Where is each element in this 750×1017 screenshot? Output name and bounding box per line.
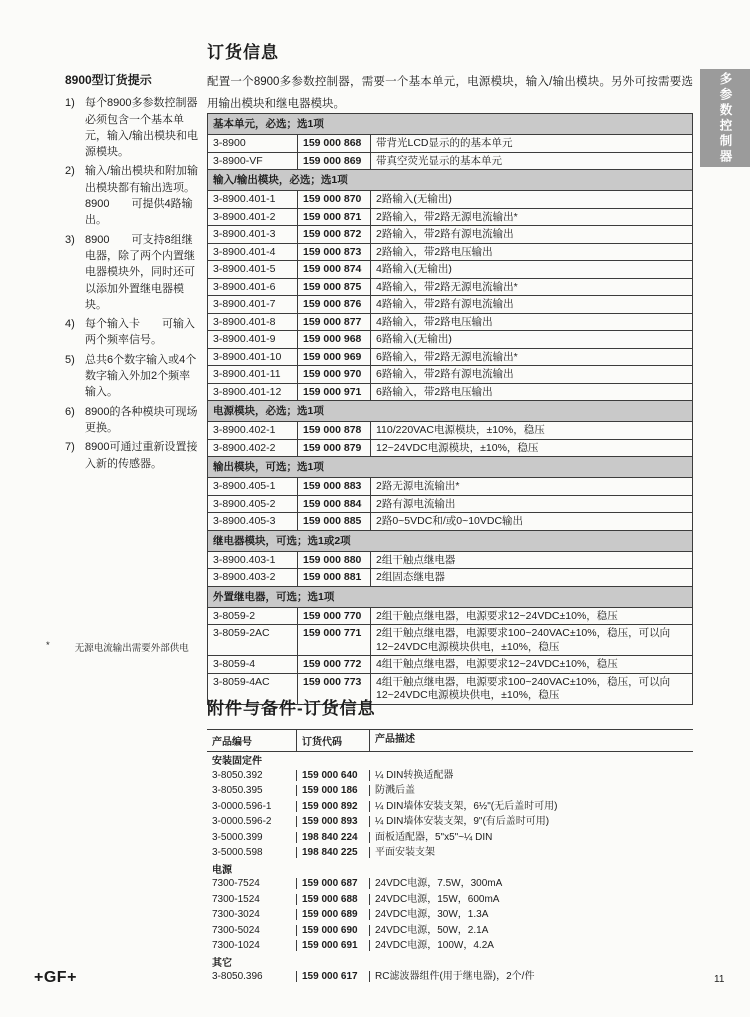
order-table-row [208,313,692,331]
accessories-section [207,694,693,985]
sidebar-note-number: 5) [65,353,75,366]
order-code-cell: 159 000 876 [297,296,371,313]
sidebar-note [65,352,201,401]
description-cell: 24VDC电源，100W，4.2A [375,940,494,951]
order-code-cell: 159 000 186 [296,785,370,796]
product-number-cell: 3-8059-2 [213,609,256,622]
sidebar-note-number: 6) [65,405,75,418]
description-cell: RC滤波器组件(用于继电器)，2个/件 [375,971,535,982]
product-number-cell: 7300-3024 [212,909,260,921]
product-number-cell: 3-8900.402-1 [213,424,276,436]
order-code-cell: 159 000 873 [297,244,371,261]
description-cell: 6路输入，带2路电压输出 [376,385,493,398]
order-table-row [208,495,692,513]
order-code-cell: 159 000 874 [297,261,371,278]
description-cell: 4路输入，带2路有源电流输出 [376,298,514,310]
accessory-row [207,845,693,861]
product-number-cell: 3-8900.401-1 [213,193,276,205]
sidebar-note [65,95,201,160]
product-number-cell: 7300-1024 [212,940,260,952]
order-code-cell: 159 000 869 [297,153,371,170]
order-table-section-header: 外置继电器，可选；选1项 [208,586,692,607]
order-code-cell: 198 840 225 [296,847,370,858]
order-code-cell: 159 000 871 [297,209,371,226]
order-code-cell: 159 000 771 [297,625,371,655]
order-table-row [208,260,692,278]
description-cell: 4路输入，带2路无源电流输出* [376,280,518,293]
order-table [207,113,693,705]
order-code-cell: 159 000 877 [297,314,371,331]
order-table-row [208,512,692,530]
description-cell: 2路0~5VDC和/或0~10VDC输出 [376,515,524,527]
description-cell: 带背光LCD显示的的基本单元 [376,137,513,149]
order-code-cell: 159 000 872 [297,226,371,243]
order-table-section-header: 电源模块，必选；选1项 [208,400,692,421]
sidebar-note-number: 1) [65,97,75,110]
group-label-row [207,954,693,970]
accessory-row [207,768,693,784]
product-number-cell: 7300-5024 [212,924,260,936]
product-number-cell: 7300-7524 [212,878,260,890]
order-table-row [208,295,692,313]
sidebar-note [65,316,201,349]
order-table-row [208,365,692,383]
ordering-tips-sidebar [65,72,201,475]
description-cell: ¼ DIN墙体安装支架，6½"(无后盖时可用) [375,800,558,812]
group-label-row [207,861,693,877]
footnote-text: 无源电流输出需要外部供电 [74,643,189,654]
order-code-cell: 159 000 971 [297,384,371,401]
footnote-asterisk: * [46,640,50,651]
order-code-cell: 159 000 883 [297,478,371,495]
description-cell: 24VDC电源，50W，2.1A [375,924,489,936]
order-code-cell: 159 000 868 [297,135,371,152]
product-number-cell: 3-8900.401-5 [213,263,276,275]
order-table-row [208,330,692,348]
sidebar-note-text: 每个输入卡 可输入两个频率信号。 [85,318,195,347]
description-cell: 24VDC电源，15W，600mA [375,893,500,905]
accessories-table-header [207,730,693,752]
sidebar-note-number: 2) [65,165,75,178]
accessory-row [207,783,693,799]
order-table-row [208,607,692,625]
order-table-row [208,383,692,401]
order-table-row [208,348,692,366]
order-code-cell: 159 000 893 [296,816,370,827]
order-code-cell: 159 000 691 [296,940,370,951]
order-code-cell: 159 000 772 [297,656,371,673]
column-header-description: 产品描述 [375,734,415,745]
order-table-row [208,225,692,243]
column-header-part-number: 产品编号 [212,737,252,748]
footnote [46,640,189,654]
sidebar-note [65,439,201,472]
sidebar-heading: 8900型订货提示 [65,73,152,87]
sidebar-note-number: 7) [65,441,75,454]
order-code-cell: 198 840 224 [296,832,370,843]
accessory-row [207,892,693,908]
order-table-section-header: 输出模块，可选；选1项 [208,456,692,477]
sidebar-note [65,404,201,437]
product-number-cell: 3-8900 [213,137,246,149]
order-code-cell: 159 000 969 [297,349,371,366]
order-code-cell: 159 000 770 [297,608,371,625]
description-cell: 2路输入(无输出) [376,193,452,205]
order-code-cell: 159 000 875 [297,279,371,296]
order-table-section-header: 基本单元，必选；选1项 [208,114,692,134]
order-table-section-header: 继电器模块，可选；选1或2项 [208,530,692,551]
product-number-cell: 3-8900.401-8 [213,315,276,328]
sidebar-note-number: 4) [65,318,75,331]
product-number-cell: 3-0000.596-1 [212,800,272,812]
description-cell: 4路输入，带2路电压输出 [376,315,493,328]
description-cell: 2路输入，带2路电压输出 [376,245,493,258]
product-number-cell: 3-8900.401-2 [213,210,276,223]
sidebar-note [65,163,201,228]
accessory-row [207,907,693,923]
order-code-cell: 159 000 879 [297,440,371,457]
group-label: 电源 [212,864,232,876]
product-number-cell: 3-8900.401-6 [213,280,276,293]
description-cell: 2路有源电流输出 [376,497,456,510]
order-table-row [208,421,692,439]
description-cell: ¼ DIN墙体安装支架，9"(有后盖时可用) [375,816,550,827]
description-cell: 24VDC电源，7.5W，300mA [375,878,503,889]
description-cell: 2组固态继电器 [376,571,445,583]
product-number-cell: 3-8900.401-7 [213,298,276,310]
product-number-cell: 3-8059-2AC [213,627,270,639]
sidebar-note-text: 每个8900多参数控制器必须包含一个基本单元，输入/输出模块和电源模块。 [85,97,199,159]
accessory-row [207,830,693,846]
sidebar-note-number: 3) [65,233,75,246]
sidebar-note-text: 输入/输出模块和附加输出模块都有输出选项。8900 可提供4路输出。 [85,165,199,227]
column-header-order-code: 订货代码 [296,730,370,751]
description-cell: 2路无源电流输出* [376,480,460,492]
page-number: 11 [714,974,725,985]
description-cell: 面板适配器，5"x5"~¼ DIN [375,831,493,843]
product-number-cell: 3-8900.401-9 [213,333,276,345]
product-number-cell: 3-8059-4 [213,658,256,670]
accessories-table-body [207,752,693,985]
order-table-row [208,439,692,457]
product-number-cell: 3-8900.405-3 [213,515,276,527]
product-number-cell: 3-8900.405-1 [213,480,276,492]
description-cell: 4路输入(无输出) [376,263,452,275]
description-cell: 2路输入，带2路无源电流输出* [376,210,518,223]
product-number-cell: 3-8900.401-12 [213,385,282,398]
description-cell: 防溅后盖 [375,785,415,796]
product-number-cell: 3-8900.403-2 [213,571,276,583]
accessory-row [207,938,693,954]
order-code-cell: 159 000 881 [297,569,371,586]
order-table-row [208,190,692,208]
order-code-cell: 159 000 688 [296,894,370,905]
order-code-cell: 159 000 687 [296,878,370,889]
sidebar-note-text: 总共6个数字输入或4个数字输入外加2个频率输入。 [85,353,197,399]
order-table-row [208,568,692,586]
order-table-row [208,243,692,261]
order-code-cell: 159 000 690 [296,925,370,936]
order-code-cell: 159 000 970 [297,366,371,383]
description-cell: ¼ DIN转换适配器 [375,769,454,781]
product-number-cell: 3-8900.403-1 [213,553,276,566]
order-table-row [208,152,692,170]
accessory-row [207,814,693,830]
order-code-cell: 159 000 968 [297,331,371,348]
description-cell: 24VDC电源，30W，1.3A [375,909,489,920]
order-table-row [208,551,692,569]
order-table-row [208,477,692,495]
order-code-cell: 159 000 617 [296,971,370,982]
order-code-cell: 159 000 885 [297,513,371,530]
description-cell: 2组干触点继电器 [376,553,456,566]
sidebar-note [65,232,201,313]
accessory-row [207,876,693,892]
description-cell: 6路输入(无输出) [376,333,452,345]
order-table-row [208,655,692,673]
order-code-cell: 159 000 773 [297,674,371,704]
order-code-cell: 159 000 892 [296,801,370,812]
description-cell: 带真空荧光显示的基本单元 [376,154,502,167]
product-number-cell: 3-8059-4AC [213,675,270,688]
accessory-row [207,799,693,815]
product-number-cell: 3-8050.396 [212,971,263,983]
main-content [207,38,693,983]
description-cell: 2组干触点继电器，电源要求12~24VDC±10%，稳压 [376,609,618,622]
page-title: 订货信息 [207,43,279,62]
order-table-section-header: 输入/输出模块，必选；选1项 [208,169,692,190]
description-cell: 110/220VAC电源模块，±10%，稳压 [376,424,545,436]
accessory-row [207,923,693,939]
group-label-row [207,752,693,768]
intro-text: 配置一个8900多参数控制器，需要一个基本单元，电源模块，输入/输出模块。另外可按需要选用输出模块和继电器模块。 [207,76,693,110]
description-cell: 4组干触点继电器，电源要求12~24VDC±10%，稳压 [376,658,618,670]
product-number-cell: 7300-1524 [212,893,260,905]
order-table-row [208,278,692,296]
description-cell: 2组干触点继电器，电源要求100~240VAC±10%，稳压，可以向12~24VDC电源模块供电，±10%，稳压 [376,627,671,653]
description-cell: 6路输入，带2路有源电流输出 [376,368,514,380]
accessories-title: 附件与备件-订货信息 [207,699,376,718]
group-label: 安装固定件 [212,756,262,768]
gf-logo: +GF+ [34,969,77,986]
description-cell: 4组干触点继电器，电源要求100~240VAC±10%，稳压，可以向12~24VDC电源模块供电，±10%，稳压 [376,675,671,701]
order-code-cell: 159 000 878 [297,422,371,439]
product-number-cell: 3-8900.402-2 [213,441,276,454]
section-tab-multiparameter-controller: 多参数控制器 [700,69,750,167]
product-number-cell: 3-8900.405-2 [213,497,276,510]
product-number-cell: 3-8900.401-4 [213,245,276,258]
order-code-cell: 159 000 870 [297,191,371,208]
description-cell: 平面安装支架 [375,847,435,858]
product-number-cell: 3-8900-VF [213,154,263,167]
order-code-cell: 159 000 640 [296,770,370,781]
description-cell: 6路输入，带2路无源电流输出* [376,350,518,363]
description-cell: 2路输入，带2路有源电流输出 [376,228,514,240]
product-number-cell: 3-8900.401-11 [213,368,281,380]
order-code-cell: 159 000 689 [296,909,370,920]
sidebar-note-text: 8900的各种模块可现场更换。 [85,405,198,434]
order-code-cell: 159 000 884 [297,496,371,513]
group-label: 其它 [212,957,232,969]
product-number-cell: 3-0000.596-2 [212,816,272,828]
order-table-row [208,624,692,655]
product-number-cell: 3-8050.392 [212,769,263,781]
product-number-cell: 3-5000.598 [212,847,263,859]
order-code-cell: 159 000 880 [297,552,371,569]
product-number-cell: 3-5000.399 [212,831,263,843]
accessory-row [207,969,693,985]
accessories-table [207,729,693,985]
sidebar-notes [65,95,201,472]
order-table-row [208,208,692,226]
description-cell: 12~24VDC电源模块，±10%，稳压 [376,441,539,454]
product-number-cell: 3-8900.401-10 [213,350,282,363]
sidebar-note-text: 8900 可支持8组继电器，除了两个内置继电器模块外，同时还可以添加外置继电器模块。 [85,233,195,311]
product-number-cell: 3-8050.395 [212,785,263,797]
order-table-row [208,134,692,152]
sidebar-note-text: 8900可通过重新设置接入新的传感器。 [85,441,198,470]
product-number-cell: 3-8900.401-3 [213,228,276,240]
